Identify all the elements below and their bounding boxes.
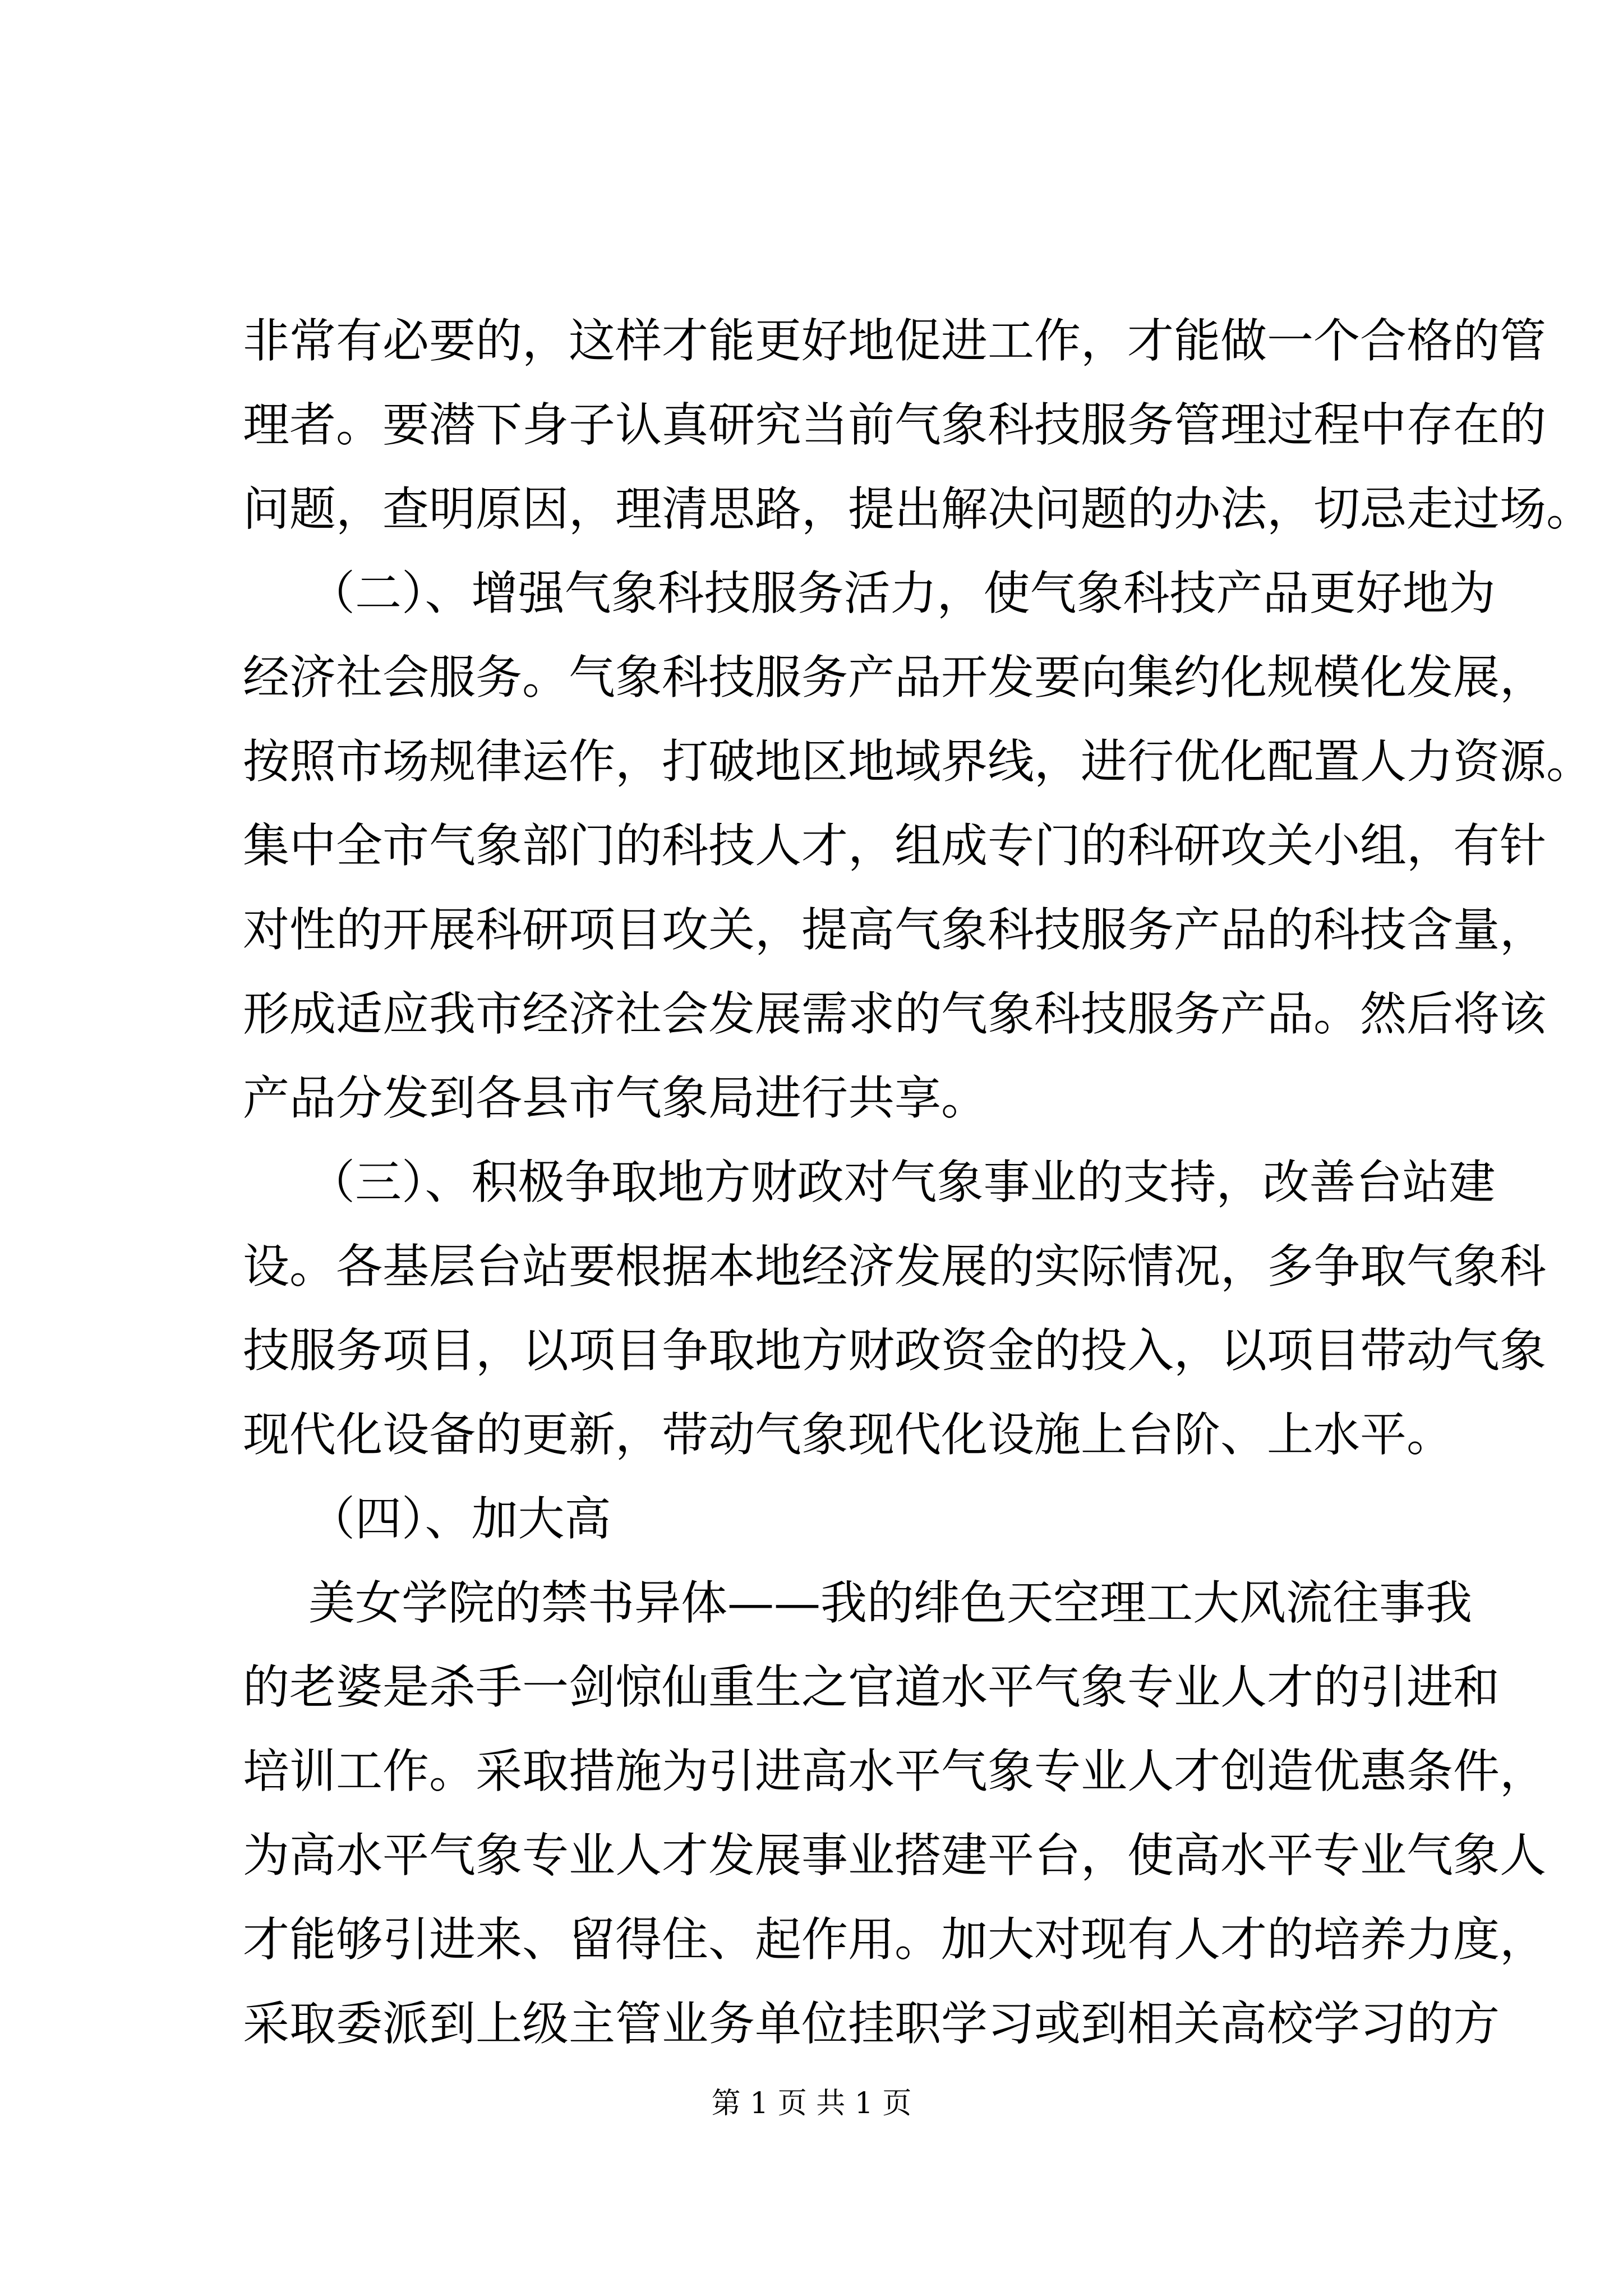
- text-line: 产品分发到各县市气象局进行共享。: [243, 1071, 988, 1125]
- text-line: 理者。要潜下身子认真研究当前气象科技服务管理过程中存在的: [243, 398, 1546, 452]
- text-line: （四）、加大高: [308, 1492, 611, 1546]
- text-line: 形成适应我市经济社会发展需求的气象科技服务产品。然后将该: [243, 987, 1546, 1041]
- page-footer: 第 1 页 共 1 页: [711, 2087, 912, 2120]
- text-line: 采取委派到上级主管业务单位挂职学习或到相关高校学习的方: [243, 1996, 1500, 2051]
- text-line: 经济社会服务。气象科技服务产品开发要向集约化规模化发展，: [243, 650, 1546, 705]
- text-line: 集中全市气象部门的科技人才，组成专门的科研攻关小组，有针: [243, 818, 1546, 873]
- text-line: 设。各基层台站要根据本地经济发展的实际情况，多争取气象科: [243, 1239, 1546, 1294]
- text-line: 对性的开展科研项目攻关，提高气象科技服务产品的科技含量，: [243, 903, 1546, 957]
- text-line: 非常有必要的，这样才能更好地促进工作，才能做一个合格的管: [243, 314, 1546, 368]
- text-line: 培训工作。采取措施为引进高水平气象专业人才创造优惠条件，: [243, 1744, 1546, 1798]
- text-line: 按照市场规律运作，打破地区地域界线，进行优化配置人力资源。: [243, 734, 1593, 789]
- text-line: 问题，查明原因，理清思路，提出解决问题的办法，切忌走过场。: [243, 482, 1593, 536]
- text-line: 技服务项目，以项目争取地方财政资金的投入，以项目带动气象: [243, 1323, 1546, 1378]
- text-line: （三）、积极争取地方财政对气象事业的支持，改善台站建: [308, 1155, 1496, 1209]
- text-line: 才能够引进来、留得住、起作用。加大对现有人才的培养力度，: [243, 1912, 1546, 1967]
- text-line: 为高水平气象专业人才发展事业搭建平台，使高水平专业气象人: [243, 1828, 1546, 1883]
- text-line: （二）、增强气象科技服务活力，使气象科技产品更好地为: [308, 566, 1496, 620]
- text-line: 的老婆是杀手一剑惊仙重生之官道水平气象专业人才的引进和: [243, 1660, 1500, 1714]
- text-line: 美女学院的禁书异体——我的绯色天空理工大风流往事我: [308, 1576, 1472, 1630]
- text-line: 现代化设备的更新，带动气象现代化设施上台阶、上水平。: [243, 1407, 1453, 1462]
